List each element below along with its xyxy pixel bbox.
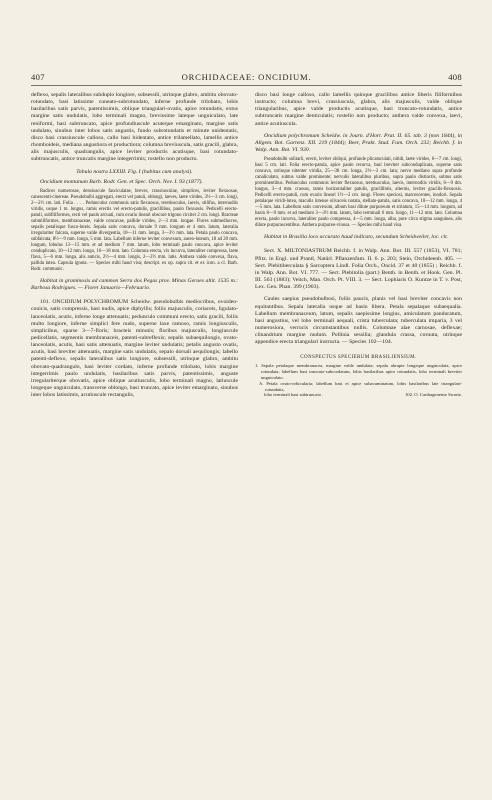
running-header [31, 72, 462, 86]
page-number-right: 408 [448, 72, 462, 82]
key-couplet-a: A. Petala ovato-orbicularia; labellum basi et apice subacuminatum, lobis basilaribus late triangulari-rotundatis, [259, 380, 462, 392]
key-species-name: 102. O. Carthagenense Swartz. [405, 392, 462, 398]
species-description: Radices numerosae, densiuscule fasciculatae, breves, crassiusculae, simplices, leviter flexuosae, canescenti-cinereae. Pseudobulbi aggregati, erecti vel patuli, oblongi, laeves, laete virides, 3½—3 cm. longi, 2—2½ cm. lati. Folia . . . . Pedunculus communis satis flexuosus, teretiusculus, laevis, stilifus, internodiis viridis, usque 1 m. longus, ramis erectis vel erecto-patulis, gracillibus, paulo flexuosis. Pedicelli erecto-patuli, subfiliformes, recti vel paulo arcuati, cum ovario lineari obscure trigono circiter 2 cm. longi. Bracteae submiliformes, membranaceae, valde concavae, pallide virides, 2—3 mm. longae. Flores submediocres, sepalis petalisque fusco-luteis. Sepala satis concava, dorsale 9 mm. longum et 4 mm. latum, lateralia irregulariter falcata, superne valde divergentia, 10—11 mm. longa, 3—3½ mm. lata. Petala paulo concava, subfalcata, 8½—9 mm. longa, 5 mm. lata. Labellum inferne leviter convexum, aureo-luteum, 18 ad 20 mm. longum, lobulus 13—15 mm. et ad medium 7 mm. latum, lobo terminali paulo concava, apice leviter conduplicato, 10—12 mm. longo, 16—18 mm. lato. Columna erecta, vix incurva, lateraliter compressa, laete flava, 5—6 mm. longa, alis anticis, 2½—4 mm. longis, 2—2½ mm. latis. Anthera valde convexa, flava, pallida lutea. Capsula ignota. — Species mihi haud visa; descript. ex op. supra cit. et ex icon. a cl. Barb. Rodr. communic. [31, 188, 238, 272]
species-description: Pseudobulbi solitarii, erecti, leviter obliqui, profunde plicatoculati, nitidi, laete virides, 6—7 cm. longi, basi 5 cm. lati. Folia erecto-patula, apice paulo recurva, basi breviter subconduplicata, superne satis concava, utrinque nitenter viridia, 25—38 cm. longa, 2½—3 cm. lata; nervo mediano supra profunde canaliculato, subtus valde prominente; nervulis lateralibus pluribus, supra paulo distinctis, subtus satis prominentibus. Pedunculus communis leviter flexuosus, teretiusculus, laevis, internodiis viridis, 6—9 dm. longus, 3—4 mm. crassus, ramis horizontaliter patulis, gracillimis, alternis, leviter gracilis-flexuosis. Pedicelli erecto-patuli, cum ovario lineari 1½—2 cm. longi. Flores speciosi, marcescentes, inodori. Sepala petalaque viridi-lutea, maculis intense olivaceis notata, stellato-patula, satis concava, 10—12 mm. longa, 4—5 mm. lata. Labellum satis convexum, album basi dilute purpureum et striatum, 15—14 mm. longum, ad basin 8—9 mm. et ad medium 3—3½ mm. latum, lobo terminali 6 mm. longo, 11—12 mm. lato. Columna erecta, paulo incurva, lateraliter paulo compressa, 4—5 mm. longa, alba, pure circa stigma sanguinea, alis dilute purpurascentibus. Anthera purpureo-vinosa. — Species mihi haud visa. [255, 157, 462, 229]
species-key [255, 363, 462, 398]
page-number-left: 407 [31, 72, 45, 82]
synonym-citation: Oncidium montanum Barb. Rodr. Gen. et Spec. Orch. Nov. I. 93 (1877). [40, 178, 203, 185]
header-rule [31, 85, 462, 86]
habitat-note: Habitat in Brasilia loco accurato haud indicato, secundum Scheidweiler, loc. cit. [264, 234, 449, 241]
synonym-citation: Oncidium polychromum Scheidw. in Journ. d'Hort. Prat. II. 65. tab. 3 (non 1844), in Allgem. Bot. Gartenz. XII. 219 (1844); Beer, Prakt. Stud. Fam. Orch. 232; Reichb. f. in Walp. Ann. Bot. VI. 930. [255, 132, 462, 154]
section-heading: Sect. X. MILTONIASTRUM Reichb. f. in Walp. Ann. Bot. III. 557 (1853), VI. 781; Pfitz. in Engl. und Prantl, Natürl. Pflanzenfam. II. 6. p. 203; Stein, Orchideenb. 405. — Sect. Plebitiberculata § Sarcoptera Lindl. Folia Orch., Oncid. 37 et 40 (1855) ; Reichb. f. in Walp. Ann. Bot. VI. 777. — Sect. Plebitolia (part.) Benth. in Benth. et Hook. Gen. Pl. III. 563 (1883); Veitch, Man. Orch. Pt. VIII. 3. — Sect. Lophiaris O. Kuntze in T. v. Post, Lex. Gen. Phan. 399 (1903). [255, 248, 462, 291]
key-lead-text: lobo terminali basi subtruncato . [264, 392, 324, 398]
plate-reference: Tabula nostra LXXIII. Fig. I (habitus cum analysi). [76, 168, 193, 175]
section-diagnosis: Caules saepius pseudobulbosi, foliis paucis, planis vel basi breviter concavis non equitantibus. Sepala lateralia usque ad basin libera. Petala sepalaque subaequalia. Labellum membranaceum, latum, sepalis saepissime longius, amiculatum panduratum, basi angustius, vel lobo terminali aequali, crista tuberculata; tuberculata imparia, 3 vel numerosiora, verrucis circumstantibus nullis. Columnae alae carnosae, deflexae; clinandrium margine nudum. Pollinia sessilia; glandula crassa, coruuta, utrinque appendice erecta triangulari instructa. — Species 102—104. [255, 296, 462, 346]
conspectus-heading: CONSPECTUS SPECIERUM BRASILIENSIUM. [300, 355, 417, 361]
key-lead [255, 392, 462, 398]
key-couplet-1: 1. Sepala petalaque membranacea, margine valde undulata; sepala abrupte longeque unguiculata, apice rotundata; labellum basi truncato-subcordatum, lobis basilaribus apice rotundatis, lobo terminali breviter unguiculato. [255, 363, 462, 381]
description-continued: deflexo, sepalis lateralibus subduplo longiore, subsessili, utrinque glabro, ambitu obovato-rotundato, basi latissime cuneato-subrotundato, inferne profunde trilobato, lobis basilaribus satis parvis, patentissimis, oblique triangulari-ovatis, apice rotundatis, extus margine satis undulatis, lobo terminali magno, brevissime lateque unguiculato, late reniformi, basi subtruncato, apice profundiuscule acuteque emarginato, margine satis undulato, sinubus inter lobos satis angustis, fundo subrotundatis et minute unidentatis, disco basi crassiuscule calloso, callo basi bidentato, antice trilamellato, lamellis antice rhomboideis, mediana angustiora et productiora; columna breviuscula, satis gracili, glabra, alis majusculis, quadrangulis, apice leviter productis acutisque, basi rotundato-subtruncatis, antice truncatis margine integerrimis; rostello non producto. [31, 92, 238, 163]
running-title: ORCHIDACEAE: ONCIDIUM. [181, 72, 312, 82]
diagnosis-continued: disco basi longe calloso, callo lamellis quinque gracilibus antice liberis filiformibus instructo; columna brevi, crassiuscula, glabra, alis majusculis, valde oblique triangularibus, apice valde productis acutisque, basi truncato-rotundatis, antice subtruncatis margine denticulatis; rostello non producto; anthera valde convexa, laevi, antice acutiuscula. [255, 92, 462, 127]
right-column [255, 92, 462, 398]
habitat-note: Habitat in graminosis ad cammon Serra dos Pegas prov. Minas Geraes altit. 1535 m.: Barbosa Rodrigues. — Floret Januario—Februario. [31, 277, 238, 292]
left-column [31, 92, 238, 399]
species-101-diagnosis: 101. ONCIDIUM POLYCHROMUM Scheidw. pseudobulbis mediocribus, ovoideo-conicis, satis compressis, basi nudis, apice diphyllis; foliis majusculis, coriaceis, ligulato-lanceolatis, acutis, inferne longe attenuatis; pedunculo communi erecto, satis gracili, foliis multo longiore, inferne simplici fere nudo, superne laxe ramoso, ramis longiusculis, simplicibus, sparse 3—7-floris; bracteis minutis; floribus majusculis, longiuscule pedicellatis, segmentis membranaceis, patenti-subreflexis; sepalis subaequilongis, ovato-lanceolatis, acutis, basi satis attenuatis, margine leviter undulatis; petalis angusto ovatis, acutis, basi breviter attenuatis, margine satis undulatis, sepalo dorsali aequilongis; labello patenti-deflexo, sepalis lateralibus satis longiore, subsessili, utrinque glabro, ambitu obovato-quadrangulo, basi leviter cordato, inferne profunde trilobato, lobis margine integerrimis paulo undulatis, basilaribus satis parvis, patentissimis, anguste irregulariterque obovatis, apice oblique acutiusculis, lobo terminali magno, latiuscule longeque unguiculato, transverse oblongo, basi truncato, apice leviter emarginato, sinubus inter lobos latissimis, acutiuscule rectangulis, [31, 299, 238, 399]
